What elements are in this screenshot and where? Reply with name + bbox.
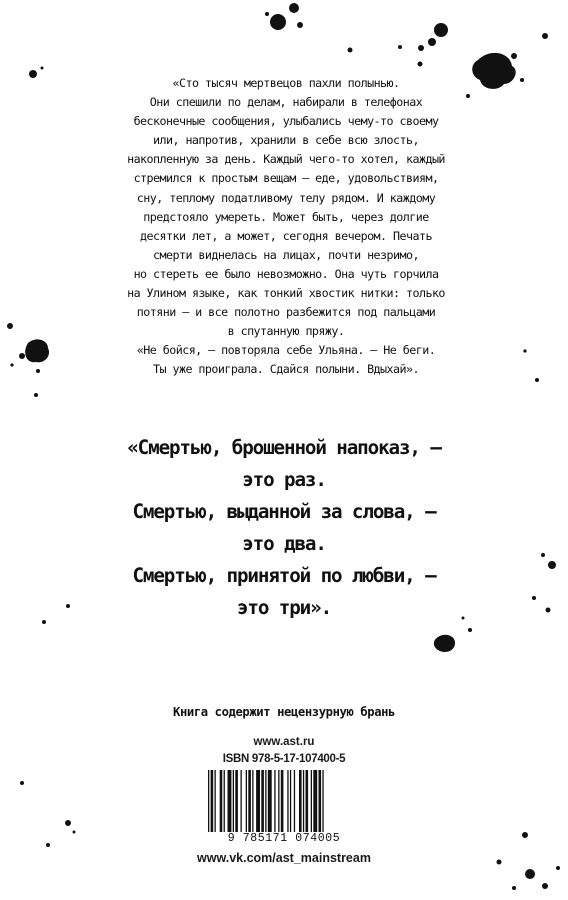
barcode-bar (319, 770, 322, 834)
barcode-bar (281, 770, 284, 834)
blurb-line: «Сто тысяч мертвецов пахли полынью. (172, 76, 400, 90)
blurb-line: «Не бойся, — повторяла себе Ульяна. — Не беги. (136, 343, 436, 358)
blurb-line: Ты уже проиграла. Сдайся полыни. Вдыхай». (153, 362, 419, 377)
blurb-line: смерти виднелась на лицах, почти незримо, (153, 247, 419, 262)
blurb-line: стремился к простым вещам — еде, удовольствиям, (133, 171, 439, 186)
barcode-bar (211, 770, 214, 834)
blurb-line: сну, теплому податливому телу рядом. И каждому (136, 190, 436, 205)
barcode-bar (224, 770, 225, 834)
publisher-site: www.ast.ru (253, 736, 315, 748)
barcode-bar (228, 770, 232, 834)
quote-line: Смертью, выданной за слова, — (132, 500, 436, 523)
barcode-bar (299, 770, 302, 834)
barcode-bar (235, 770, 238, 834)
barcode-bar (306, 770, 309, 834)
quote-line: это три». (236, 596, 332, 619)
quote-line: Смертью, принятой по любви, — (132, 564, 436, 587)
isbn-label: ISBN 978-5-17-107400-5 (222, 753, 346, 765)
content-warning: Книга содержит нецензурную брань (173, 705, 395, 719)
barcode-bar (268, 770, 272, 834)
barcode-bar (278, 770, 279, 834)
barcode-bar (220, 770, 223, 834)
quote-line: «Смертью, брошенной напоказ, — (127, 436, 441, 459)
barcode-bar (246, 770, 247, 834)
blurb-line: в спутанную пряжу. (227, 324, 345, 339)
barcode-bar (252, 770, 253, 834)
barcode-bar (313, 770, 317, 834)
blurb-line: десятки лет, а может, сегодня вечером. Печать (140, 228, 432, 243)
quote-line: это раз. (242, 468, 326, 491)
barcode-bar (233, 770, 234, 834)
barcode-bar (215, 770, 216, 834)
barcode-bar (322, 770, 323, 834)
barcode-bar (290, 770, 291, 834)
barcode-bar (303, 770, 304, 834)
isbn-barcode (200, 770, 368, 836)
blurb-line: предстояло умереть. Может быть, через долгие (143, 209, 429, 224)
barcode-number: 9 785171 074005 (200, 832, 368, 845)
blurb-line: потяни — и все полотно разбежится под пальцами (136, 305, 436, 320)
barcode-bar (208, 770, 209, 834)
barcode-bar (248, 770, 251, 834)
barcode-bar (274, 770, 275, 834)
blurb-text (64, 74, 508, 380)
blurb-line: или, напротив, хранили в себе всю злость, (153, 133, 419, 148)
barcode-bar (261, 770, 264, 834)
barcode-bar (294, 770, 295, 834)
quote-line: это два. (242, 532, 326, 555)
barcode-bar (256, 770, 260, 834)
barcode-bar (287, 770, 288, 834)
epigraph-quote (40, 432, 528, 624)
blurb-line: но стереть ее было невозможно. Она чуть горчила (133, 266, 439, 281)
blurb-line: накопленную за день. Каждый чего-то хотел, каждый (127, 152, 445, 167)
blurb-line: бесконечные сообщения, улыбались чему-то своему (133, 114, 439, 129)
blurb-line: на Улином языке, как тонкий хвостик нитки: только (127, 286, 445, 301)
barcode-bar (265, 770, 266, 834)
barcode-bar (311, 770, 312, 834)
blurb-line: Они спешили по делам, набирали в телефонах (149, 95, 423, 110)
vk-link: www.vk.com/ast_mainstream (197, 851, 371, 865)
barcode-bar (241, 770, 242, 834)
